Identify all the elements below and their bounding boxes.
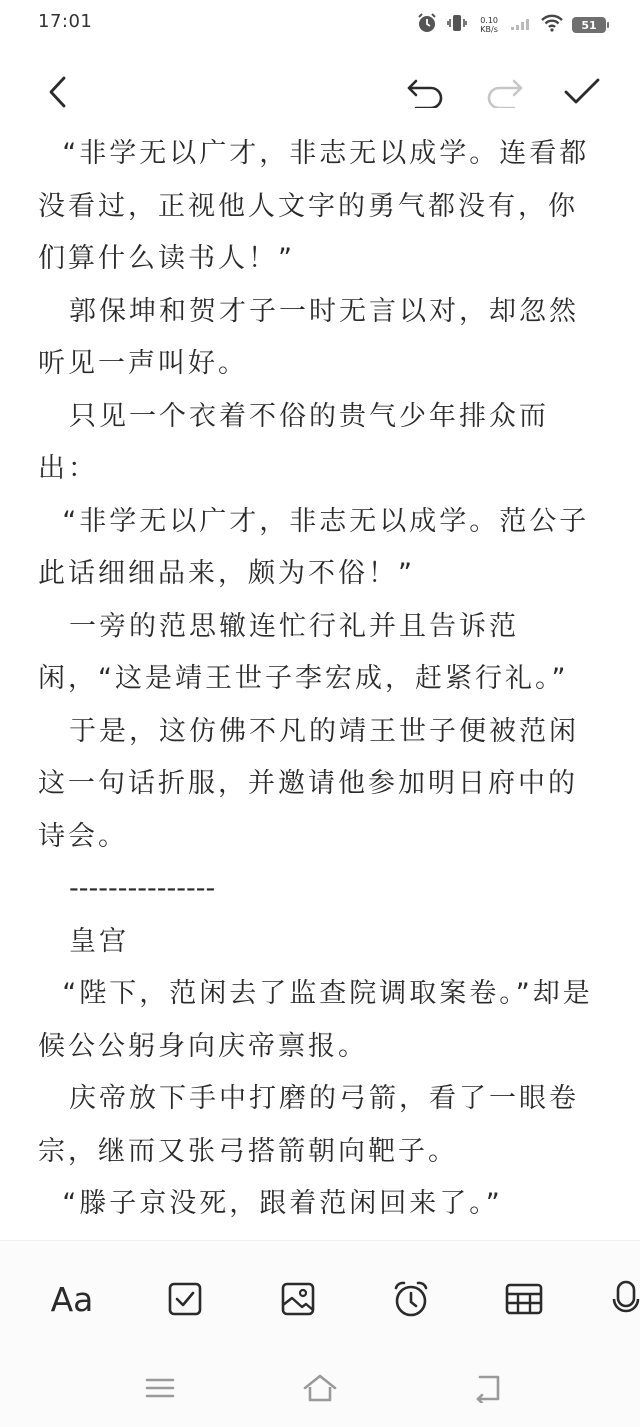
status-bar — [0, 0, 640, 48]
back-nav-button[interactable] — [464, 1368, 512, 1408]
menu-button[interactable] — [136, 1368, 184, 1408]
note-paragraph: 只见一个衣着不俗的贵气少年排众而出： — [38, 400, 550, 484]
done-icon — [563, 77, 601, 107]
note-editor[interactable] — [38, 128, 598, 1231]
note-paragraph: 皇宫 — [69, 925, 130, 957]
note-paragraph: “非学无以广才，非志无以成学。连看都没看过，正视他人文字的勇气都没有，你们算什么读书人！” — [38, 138, 590, 274]
status-time: 17:01 — [38, 11, 93, 32]
microphone-icon — [606, 1279, 640, 1319]
note-paragraph: 庆帝放下手中打磨的弓箭，看了一眼卷宗，继而又张弓搭箭朝向靶子。 — [38, 1083, 580, 1167]
voice-input-button[interactable] — [606, 1271, 640, 1327]
reminder-button[interactable] — [383, 1271, 439, 1327]
redo-icon — [484, 76, 524, 108]
home-icon — [302, 1373, 338, 1403]
note-paragraph: “陛下，范闲去了监查院调取案卷。”却是候公公躬身向庆帝禀报。 — [38, 978, 593, 1062]
back-nav-icon — [472, 1373, 504, 1403]
menu-icon — [145, 1376, 175, 1400]
vibrate-icon — [446, 12, 468, 38]
wifi-icon — [540, 14, 564, 36]
home-button[interactable] — [296, 1368, 344, 1408]
back-button[interactable] — [36, 70, 80, 114]
alarm-icon — [416, 12, 438, 38]
insert-table-button[interactable] — [496, 1271, 552, 1327]
note-paragraph: 郭保坤和贺才子一时无言以对，却忽然听见一声叫好。 — [38, 295, 580, 379]
image-icon — [280, 1281, 316, 1317]
status-icons — [416, 12, 606, 38]
note-paragraph: 于是，这仿佛不凡的靖王世子便被范闲这一句话折服，并邀请他参加明日府中的诗会。 — [38, 715, 580, 852]
editor-toolbar — [0, 60, 640, 124]
note-paragraph: “非学无以广才，非志无以成学。范公子此话细细品来，颇为不俗！” — [38, 505, 590, 589]
redo-button[interactable] — [482, 70, 526, 114]
signal-icon — [510, 16, 532, 35]
net-speed-unit: KB/s — [480, 25, 498, 34]
checklist-button[interactable] — [157, 1271, 213, 1327]
undo-button[interactable] — [404, 70, 448, 114]
battery-level: 51 — [581, 18, 597, 32]
back-icon — [46, 74, 70, 110]
note-divider: --------------- — [69, 873, 216, 904]
text-style-icon: Aa — [50, 1279, 94, 1319]
alarm-clock-icon — [391, 1279, 431, 1319]
net-speed-value: 0.10 — [480, 16, 498, 25]
undo-icon — [406, 76, 446, 108]
note-paragraph: 一旁的范思辙连忙行礼并且告诉范闲，“这是靖王世子李宏成，赶紧行礼。” — [38, 610, 569, 694]
battery-icon — [572, 17, 606, 33]
note-paragraph: “滕子京没死，跟着范闲回来了。” — [62, 1188, 503, 1219]
checkbox-icon — [167, 1281, 203, 1317]
format-toolbar — [0, 1240, 640, 1351]
done-button[interactable] — [560, 70, 604, 114]
insert-image-button[interactable] — [270, 1271, 326, 1327]
net-speed — [480, 16, 498, 34]
system-nav-bar — [0, 1350, 640, 1427]
text-style-button[interactable] — [44, 1271, 100, 1327]
table-icon — [505, 1283, 543, 1315]
